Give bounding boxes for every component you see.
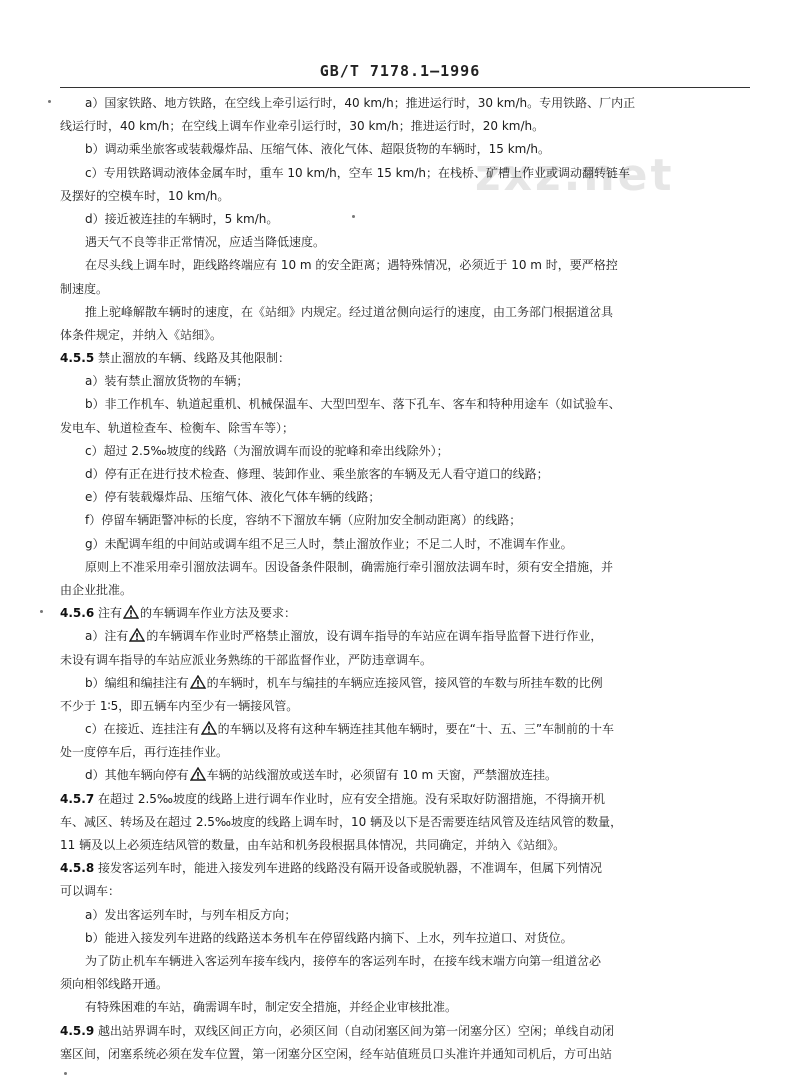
paragraph-line (60, 579, 750, 602)
scan-speck (64, 1072, 67, 1075)
line-text: c）超过 2.5‰坡度的线路（为溜放调车而设的驼峰和牵出线除外）； (85, 443, 449, 458)
line-text: a）发出客运列车时，与列车相反方向； (85, 907, 297, 922)
line-text: 有特殊困难的车站，确需调车时，制定安全措施，并经企业审核批准。 (85, 1000, 458, 1015)
paragraph-line (60, 115, 750, 138)
warning-triangle-icon (190, 766, 206, 780)
line-text: 未设有调车指导的车站应派业务熟练的干部监督作业，严防违章调车。 (60, 652, 433, 667)
line-text: b）编组和编挂注有 的车辆时，机车与编挂的车辆应连接风管，接风管的车数与所挂车数的比例 (85, 675, 603, 690)
paragraph-line (60, 556, 750, 579)
line-text: 为了防止机车车辆进入客运列车接车线内，接停车的客运列车时，在接车线末端方向第一组道岔必 (85, 953, 602, 968)
paragraph-line (60, 718, 750, 741)
paragraph-line (60, 185, 750, 208)
line-text: b）能进入接发列车进路的线路送本务机车在停留线路内摘下、上水，列车拉道口、对货位。 (85, 930, 573, 945)
line-text: d）接近被连挂的车辆时，5 km/h。 (85, 211, 279, 226)
line-text: 塞区间，闭塞系统必须在发车位置，第一闭塞分区空闲，经车站值班员口头准许并通知司机后，方可出站 (60, 1046, 613, 1061)
line-text: 由企业批准。 (60, 582, 133, 597)
warning-triangle-icon (201, 720, 217, 734)
paragraph-line (60, 393, 750, 416)
line-text: c）在接近、连挂注有 的车辆以及将有这种车辆连挂其他车辆时，要在“十、五、三”车制前的十车 (85, 722, 615, 737)
clause-line (60, 1043, 750, 1066)
paragraph-line (60, 996, 750, 1019)
line-text: c）专用铁路调动液体金属车时，重车 10 km/h，空车 15 km/h；在栈桥、矿槽上作业或调动翻转链车 (85, 165, 630, 180)
line-text: 可以调车： (60, 884, 121, 899)
line-text: 越出站界调车时，双线区间正方向，必须区间（自动闭塞区间为第一闭塞分区）空闲；单线自动闭 (98, 1023, 615, 1038)
paragraph-line (60, 509, 750, 532)
line-text: 制速度。 (60, 281, 109, 296)
paragraph-line (60, 208, 750, 231)
line-text: 禁止溜放的车辆、线路及其他限制： (98, 351, 291, 366)
paragraph-line (60, 741, 750, 764)
clause-number: 4.5.8 (60, 861, 95, 876)
line-text: a）国家铁路、地方铁路，在空线上牵引运行时，40 km/h；推进运行时，30 km/h。专用铁路、厂内正 (85, 96, 636, 110)
warning-triangle-icon (129, 627, 145, 641)
line-text: 接发客运列车时，能进入接发列车进路的线路没有隔开设备或脱轨器，不准调车，但属下列情况 (98, 861, 603, 876)
line-text: d）停有正在进行技术检查、修理、装卸作业、乘坐旅客的车辆及无人看守道口的线路； (85, 467, 549, 481)
line-text: a）注有 的车辆调车作业时严格禁止溜放，设有调车指导的车站应在调车指导监督下进行作业， (85, 629, 603, 644)
clause-line (60, 788, 750, 811)
clause-number: 4.5.9 (60, 1023, 95, 1038)
clause-line (60, 347, 750, 370)
paragraph-line (60, 950, 750, 973)
line-text: f）停留车辆距警冲标的长度，容纳不下溜放车辆（应附加安全制动距离）的线路； (85, 513, 522, 528)
paragraph-line (60, 370, 750, 393)
warning-triangle-icon (123, 604, 139, 618)
line-text: 推上驼峰解散车辆时的速度，在《站细》内规定。经过道岔侧向运行的速度，由工务部门根据道岔具 (85, 304, 614, 319)
paragraph-line (60, 486, 750, 509)
paragraph-line (60, 92, 750, 115)
line-text: 处一度停车后，再行连挂作业。 (60, 745, 229, 760)
paragraph-line (60, 440, 750, 463)
clause-line (60, 602, 750, 625)
line-text: 11 辆及以上必须连结风管的数量，由车站和机务段根据具体情况，共同确定，并纳入《站细》。 (60, 838, 566, 852)
clause-number: 4.5.7 (60, 791, 95, 806)
paragraph-line (60, 324, 750, 347)
line-text: 遇天气不良等非正常情况，应适当降低速度。 (85, 235, 326, 250)
paragraph-line (60, 231, 750, 254)
line-text: 须向相邻线路开通。 (60, 977, 169, 992)
clause-line (60, 857, 750, 880)
paragraph-line (60, 625, 750, 648)
paragraph-line (60, 254, 750, 277)
paragraph-line (60, 649, 750, 672)
line-text: d）其他车辆向停有 车辆的站线溜放或送车时，必须留有 10 m 天窗，严禁溜放连挂。 (85, 768, 558, 783)
clause-number: 4.5.6 (60, 606, 95, 621)
paragraph-line (60, 278, 750, 301)
paragraph-line (60, 904, 750, 927)
line-text: 及摆好的空模车时，10 km/h。 (60, 188, 230, 203)
paragraph-line (60, 463, 750, 486)
clause-line (60, 811, 750, 834)
paragraph-line (60, 301, 750, 324)
clause-line (60, 834, 750, 857)
standard-code-header: GB/T 7178.1—1996 (319, 62, 481, 80)
scan-speck (48, 100, 51, 103)
paragraph-line (60, 162, 750, 185)
line-text: 不少于 1∶5，即五辆车内至少有一辆接风管。 (60, 698, 299, 713)
line-text: 在尽头线上调车时，距线路终端应有 10 m 的安全距离；遇特殊情况，必须近于 10 m 时，要严格控 (85, 258, 618, 273)
paragraph-line (60, 672, 750, 695)
paragraph-line (60, 927, 750, 950)
paragraph-line (60, 764, 750, 787)
scan-speck (352, 215, 355, 218)
line-text: 在超过 2.5‰坡度的线路上进行调车作业时，应有安全措施。没有采取好防溜措施，不得摘开机 (98, 791, 606, 806)
line-text: b）调动乘坐旅客或装载爆炸品、压缩气体、液化气体、超限货物的车辆时，15 km/h。 (85, 142, 550, 157)
header-rule (60, 87, 750, 88)
document-body (60, 92, 750, 1066)
paragraph-line (60, 533, 750, 556)
line-text: 车、减区、转场及在超过 2.5‰坡度的线路上调车时，10 辆及以下是否需要连结风管及连结风管的数量， (60, 814, 623, 829)
paragraph-line (60, 695, 750, 718)
paragraph-line (60, 973, 750, 996)
line-text: b）非工作机车、轨道起重机、机械保温车、大型凹型车、落下孔车、客车和特种用途车（如试验车、 (85, 397, 621, 412)
line-text: 原则上不准采用牵引溜放法调车。因设备条件限制，确需施行牵引溜放法调车时，须有安全措施，并 (85, 559, 614, 574)
scan-speck (40, 610, 43, 613)
line-text: 发电车、轨道检查车、检衡车、除雪车等）； (60, 420, 295, 435)
line-text: 体条件规定，并纳入《站细》。 (60, 327, 223, 342)
line-text: g）未配调车组的中间站或调车组不足三人时，禁止溜放作业；不足二人时，不准调车作业。 (85, 536, 573, 551)
clause-line (60, 880, 750, 903)
clause-line (60, 1020, 750, 1043)
paragraph-line (60, 417, 750, 440)
watermark: zxz.net (475, 150, 675, 201)
line-text: e）停有装载爆炸品、压缩气体、液化气体车辆的线路； (85, 490, 381, 505)
paragraph-line (60, 138, 750, 161)
line-text: 线运行时，40 km/h；在空线上调车作业牵引运行时，30 km/h；推进运行时，20 km/h。 (60, 119, 545, 134)
warning-triangle-icon (190, 674, 206, 688)
clause-number: 4.5.5 (60, 351, 95, 366)
line-text: a）装有禁止溜放货物的车辆； (85, 374, 249, 389)
line-text: 注有 的车辆调车作业方法及要求： (98, 606, 297, 621)
